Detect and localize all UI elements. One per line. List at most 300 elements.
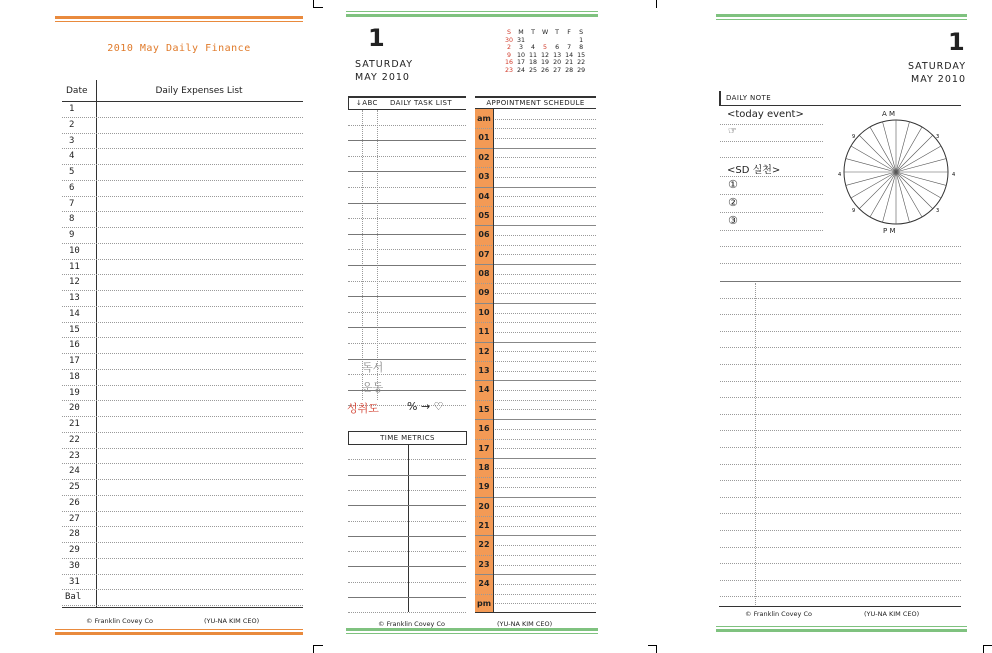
note-bottom-rule	[719, 606, 961, 607]
note-row	[720, 281, 961, 282]
page-title: 2010 May Daily Finance	[107, 43, 251, 54]
row-divider	[62, 448, 303, 449]
hour-label: 10	[475, 303, 493, 322]
crop-mark	[656, 0, 657, 8]
clock-spoke	[883, 122, 896, 172]
appointment-half-row	[493, 371, 596, 372]
bottom-rule	[716, 629, 967, 632]
day-number: 21	[69, 419, 80, 429]
day-number: 5	[69, 167, 75, 177]
calendar-weekday: S	[579, 29, 584, 36]
calendar-week	[503, 37, 587, 45]
metric-row	[348, 612, 466, 613]
calendar-day: 9	[507, 51, 512, 59]
achievement-label: 성취도	[347, 402, 379, 415]
appointment-half-row	[493, 448, 596, 449]
top-rule	[716, 14, 967, 17]
sd-practice-label: <SD 실천>	[727, 165, 781, 176]
time-metrics-header: TIME METRICS	[380, 434, 435, 442]
hour-label: 23	[475, 555, 493, 574]
day-number: 16	[69, 340, 80, 351]
svg-text:3: 3	[936, 208, 940, 214]
note-row	[720, 230, 823, 231]
note-row	[720, 447, 961, 448]
task-row	[348, 312, 466, 313]
day-number: 10	[69, 245, 80, 256]
calendar-week	[503, 44, 587, 52]
appointment-half-row	[493, 254, 596, 255]
note-header-rule	[719, 105, 961, 106]
task-row	[348, 327, 466, 328]
task-row	[348, 234, 466, 235]
calendar-day: 5	[543, 44, 548, 51]
hour-label: pm	[475, 594, 493, 613]
appointment-half-row	[493, 293, 596, 294]
hour-label: 03	[475, 167, 493, 186]
appointment-half-row	[493, 526, 596, 527]
appointment-bottom	[475, 612, 596, 613]
appointment-half-row	[493, 565, 596, 566]
calendar-day: 25	[529, 66, 538, 74]
hour-label: 20	[475, 497, 493, 516]
appointment-half-row	[493, 506, 596, 507]
calendar-day	[539, 37, 551, 45]
note-row	[720, 263, 961, 264]
calendar-day: 7	[567, 44, 572, 51]
sd-item-3: ③	[728, 214, 738, 227]
hour-label: 17	[475, 439, 493, 458]
appointment-half-row	[493, 468, 596, 469]
appointment-half-row	[493, 409, 596, 410]
svg-text:4: 4	[838, 172, 842, 178]
day-number: 3	[69, 135, 75, 146]
svg-text:4: 4	[952, 172, 956, 178]
calendar-day: 18	[529, 59, 538, 66]
task-row	[348, 171, 466, 172]
note-row	[720, 547, 961, 548]
crop-mark	[983, 645, 992, 646]
calendar-day	[563, 37, 575, 45]
calendar-day	[527, 37, 539, 45]
note-row	[720, 194, 823, 195]
day-number: 6	[69, 182, 75, 193]
metric-row	[348, 521, 466, 522]
note-row	[720, 347, 961, 348]
appointment-half-row	[493, 157, 596, 158]
date-number: 1	[368, 24, 385, 52]
appointment-half-row	[493, 119, 596, 120]
row-divider	[62, 180, 303, 181]
footer-copyright: © Franklin Covey Co	[86, 617, 153, 625]
hour-divider	[493, 109, 494, 613]
row-divider	[62, 526, 303, 527]
calendar-day: 15	[577, 51, 586, 59]
day-number: 17	[69, 356, 80, 366]
achievement-symbols: % → ♡	[407, 400, 444, 413]
hour-label: 08	[475, 264, 493, 283]
calendar-weekday: T	[555, 29, 559, 36]
metric-row	[348, 551, 466, 552]
calendar-day: 3	[519, 44, 524, 51]
hour-label: 18	[475, 458, 493, 477]
footer-name: (YU-NA KIM CEO)	[204, 617, 260, 625]
weekday: SATURDAY	[907, 61, 966, 72]
calendar-day: 19	[541, 59, 550, 66]
note-row	[720, 246, 961, 247]
footer-copyright: © Franklin Covey Co	[378, 620, 445, 628]
day-number: 7	[69, 198, 75, 209]
footer-name: (YU-NA KIM CEO)	[864, 610, 920, 618]
note-row	[720, 397, 961, 398]
daily-note-header: DAILY NOTE	[726, 94, 772, 102]
note-row	[720, 176, 823, 177]
row-divider	[62, 385, 303, 386]
task-row	[348, 156, 466, 157]
note-row	[720, 513, 961, 514]
crop-mark	[313, 645, 314, 653]
hour-label: 07	[475, 245, 493, 264]
calendar-day: 8	[579, 44, 584, 51]
sd-item-1: ①	[728, 178, 738, 191]
crop-mark	[983, 645, 984, 653]
calendar-day: 4	[531, 44, 536, 51]
row-divider	[62, 558, 303, 559]
note-row	[720, 480, 961, 481]
calendar-day: 26	[541, 66, 550, 74]
clock-pm-label: P M	[883, 227, 896, 235]
metric-row	[348, 536, 466, 537]
calendar-day: 17	[517, 59, 526, 66]
clock-spoke	[896, 122, 909, 172]
row-divider	[62, 589, 303, 590]
day-number: 13	[69, 293, 80, 303]
exercise-label: 운동	[362, 381, 384, 394]
clock-spoke	[896, 172, 909, 222]
appointment-half-row	[493, 603, 596, 604]
note-row	[720, 157, 823, 158]
calendar-day: 31	[517, 36, 526, 44]
hour-label: am	[475, 109, 493, 128]
hour-label: 04	[475, 187, 493, 206]
top-rule	[346, 14, 598, 17]
hour-label: 13	[475, 361, 493, 380]
svg-text:9: 9	[852, 208, 856, 214]
metric-row	[348, 582, 466, 583]
day-number: 23	[69, 450, 80, 461]
hour-label: 22	[475, 535, 493, 554]
reading-label: 독서	[362, 361, 384, 374]
appointment-half-row	[493, 390, 596, 391]
calendar-weekday: S	[507, 29, 511, 36]
hour-label: 24	[475, 574, 493, 593]
appointment-half-row	[493, 487, 596, 488]
day-number: 2	[69, 119, 75, 130]
day-number: 25	[69, 482, 80, 492]
clock-spoke	[896, 172, 946, 185]
day-number: 24	[69, 466, 80, 477]
appointment-half-row	[493, 138, 596, 139]
task-row	[348, 281, 466, 282]
metric-row	[348, 490, 466, 491]
hour-label: 15	[475, 400, 493, 419]
note-row	[720, 381, 961, 382]
abc-divider	[377, 110, 378, 400]
appointment-half-row	[493, 429, 596, 430]
note-row	[720, 298, 961, 299]
calendar-day: 13	[553, 51, 562, 59]
row-divider	[62, 337, 303, 338]
note-row	[720, 124, 823, 125]
row-divider	[62, 542, 303, 543]
day-number: 15	[69, 324, 80, 335]
task-row	[348, 125, 466, 126]
note-margin-line	[755, 283, 756, 607]
day-number: 19	[69, 387, 80, 398]
day-number: 14	[69, 308, 80, 319]
metric-row	[348, 475, 466, 476]
date-column-header: Date	[66, 86, 88, 96]
row-divider	[62, 463, 303, 464]
task-row	[348, 249, 466, 250]
calendar-day: 16	[505, 59, 514, 66]
day-number: 20	[69, 403, 80, 414]
pointing-hand-icon: ☞	[728, 126, 737, 137]
footer-name: (YU-NA KIM CEO)	[497, 620, 553, 628]
row-divider	[62, 164, 303, 165]
calendar-day: 11	[529, 51, 538, 59]
calendar-week	[503, 59, 587, 67]
row-divider	[62, 133, 303, 134]
calendar-day: 27	[553, 66, 562, 74]
calendar-day: 14	[565, 51, 574, 59]
row-divider	[62, 211, 303, 212]
appointment-half-row	[493, 235, 596, 236]
row-divider	[62, 495, 303, 496]
hour-label: 05	[475, 206, 493, 225]
task-header-rule	[348, 96, 466, 98]
clock-spoke	[846, 159, 896, 172]
task-list-header: DAILY TASK LIST	[390, 99, 453, 107]
calendar-day: 1	[579, 36, 584, 44]
crop-mark	[313, 645, 323, 646]
row-divider	[62, 479, 303, 480]
note-row	[720, 364, 961, 365]
metric-row	[348, 566, 466, 567]
calendar-day: 10	[517, 51, 526, 59]
day-number: 1	[69, 104, 75, 114]
day-number: 31	[69, 576, 80, 587]
day-number: Bal	[65, 592, 82, 603]
metric-row	[348, 459, 466, 460]
row-divider	[62, 306, 303, 307]
row-divider	[62, 369, 303, 370]
note-row	[720, 314, 961, 315]
hour-label: 16	[475, 419, 493, 438]
hour-label: 14	[475, 380, 493, 399]
calendar-day: 22	[577, 59, 586, 66]
hour-label: 06	[475, 225, 493, 244]
calendar-day: 6	[555, 44, 560, 51]
note-row	[720, 497, 961, 498]
note-row	[720, 596, 961, 597]
bottom-rule-thin	[346, 633, 598, 634]
day-number: 22	[69, 434, 80, 445]
weekday: SATURDAY	[355, 59, 414, 70]
clock-am-label: A M	[882, 110, 896, 118]
appointment-half-row	[493, 351, 596, 352]
month-year: MAY 2010	[911, 74, 966, 85]
calendar-day: 24	[517, 66, 526, 74]
bottom-rule	[62, 607, 303, 608]
clock-spoke	[896, 159, 946, 172]
hour-label: 12	[475, 342, 493, 361]
month-year: MAY 2010	[355, 72, 410, 83]
calendar-week	[503, 67, 587, 75]
calendar-weekday: M	[518, 29, 524, 36]
today-event-label: <today event>	[727, 109, 804, 120]
svg-text:3: 3	[936, 134, 940, 140]
row-divider	[62, 274, 303, 275]
note-row	[720, 141, 823, 142]
top-rule-thin	[55, 21, 303, 22]
calendar-day: 12	[541, 51, 550, 59]
note-row	[720, 414, 961, 415]
day-number: 28	[69, 529, 80, 540]
day-number: 12	[69, 277, 80, 288]
appointment-half-row	[493, 274, 596, 275]
hour-label: 21	[475, 516, 493, 535]
row-divider	[62, 511, 303, 512]
row-divider	[62, 259, 303, 260]
crop-mark	[656, 645, 657, 653]
row-divider	[62, 290, 303, 291]
appointment-half-row	[493, 584, 596, 585]
calendar-week	[503, 52, 587, 60]
task-header-left	[348, 96, 349, 110]
calendar-weekday: F	[567, 29, 571, 36]
row-divider	[62, 432, 303, 433]
day-number: 18	[69, 371, 80, 382]
row-divider	[62, 322, 303, 323]
bottom-rule-thin	[716, 626, 967, 627]
task-row	[348, 140, 466, 141]
day-number: 29	[69, 545, 80, 555]
metrics-divider	[408, 444, 409, 612]
row-divider	[62, 196, 303, 197]
calendar-day	[551, 37, 563, 45]
hour-label: 19	[475, 477, 493, 496]
hour-label: 01	[475, 128, 493, 147]
calendar-weekday: T	[531, 29, 535, 36]
day-number: 9	[69, 230, 75, 240]
note-row	[720, 464, 961, 465]
bottom-rule-thick	[55, 632, 303, 635]
note-row	[720, 580, 961, 581]
row-divider	[62, 574, 303, 575]
abc-column-header: ↓ABC	[356, 99, 378, 107]
row-divider	[62, 148, 303, 149]
day-number: 11	[69, 261, 80, 272]
svg-text:9: 9	[852, 134, 856, 140]
row-divider	[62, 227, 303, 228]
row-divider	[62, 416, 303, 417]
row-divider	[62, 400, 303, 401]
appointment-header-rule	[475, 96, 596, 98]
note-row	[720, 430, 961, 431]
task-row	[348, 343, 466, 344]
crop-mark	[313, 7, 323, 8]
bottom-rule	[346, 628, 598, 631]
hour-label: 09	[475, 283, 493, 302]
calendar-day: 23	[505, 66, 514, 74]
task-row	[348, 203, 466, 204]
task-header-bottom	[348, 109, 466, 110]
day-number: 4	[69, 151, 75, 162]
calendar-day: 28	[565, 66, 574, 74]
expenses-column-header: Daily Expenses List	[155, 86, 243, 96]
appointment-half-row	[493, 332, 596, 333]
hour-label: 02	[475, 148, 493, 167]
appointment-half-row	[493, 313, 596, 314]
crop-mark	[648, 645, 657, 646]
header-rule	[62, 101, 303, 102]
abc-divider	[362, 110, 363, 400]
calendar-day: 30	[505, 36, 514, 44]
day-number: 26	[69, 497, 80, 508]
top-rule-thin	[716, 19, 967, 20]
bottom-rule-thin	[55, 629, 303, 630]
calendar-day: 20	[553, 59, 562, 66]
row-divider	[62, 243, 303, 244]
calendar-day: 29	[577, 66, 586, 74]
row-divider	[62, 117, 303, 118]
calendar-day: 21	[565, 59, 574, 66]
metric-row	[348, 597, 466, 598]
note-row	[720, 331, 961, 332]
task-row	[348, 218, 466, 219]
task-row	[348, 296, 466, 297]
sd-item-2: ②	[728, 196, 738, 209]
day-number: 8	[69, 214, 75, 225]
note-row	[720, 530, 961, 531]
row-divider	[62, 605, 303, 606]
appointment-half-row	[493, 545, 596, 546]
task-row	[348, 187, 466, 188]
column-divider	[96, 80, 97, 608]
note-row	[720, 563, 961, 564]
footer-copyright: © Franklin Covey Co	[745, 610, 812, 618]
metric-row	[348, 505, 466, 506]
appointment-header: APPOINTMENT SCHEDULE	[486, 99, 585, 107]
top-rule-thin	[346, 11, 598, 12]
top-rule	[55, 16, 303, 19]
clock-spoke	[883, 172, 896, 222]
task-row	[348, 265, 466, 266]
time-wheel-icon	[834, 110, 958, 234]
calendar-weekday: W	[541, 29, 549, 36]
day-number: 30	[69, 560, 80, 571]
date-number: 1	[948, 28, 965, 56]
appointment-half-row	[493, 196, 596, 197]
hour-label: 11	[475, 322, 493, 341]
note-header-bar	[719, 91, 721, 105]
row-divider	[62, 353, 303, 354]
appointment-half-row	[493, 216, 596, 217]
note-row	[720, 212, 823, 213]
mini-calendar	[503, 29, 587, 74]
day-number: 27	[69, 513, 80, 524]
appointment-half-row	[493, 177, 596, 178]
